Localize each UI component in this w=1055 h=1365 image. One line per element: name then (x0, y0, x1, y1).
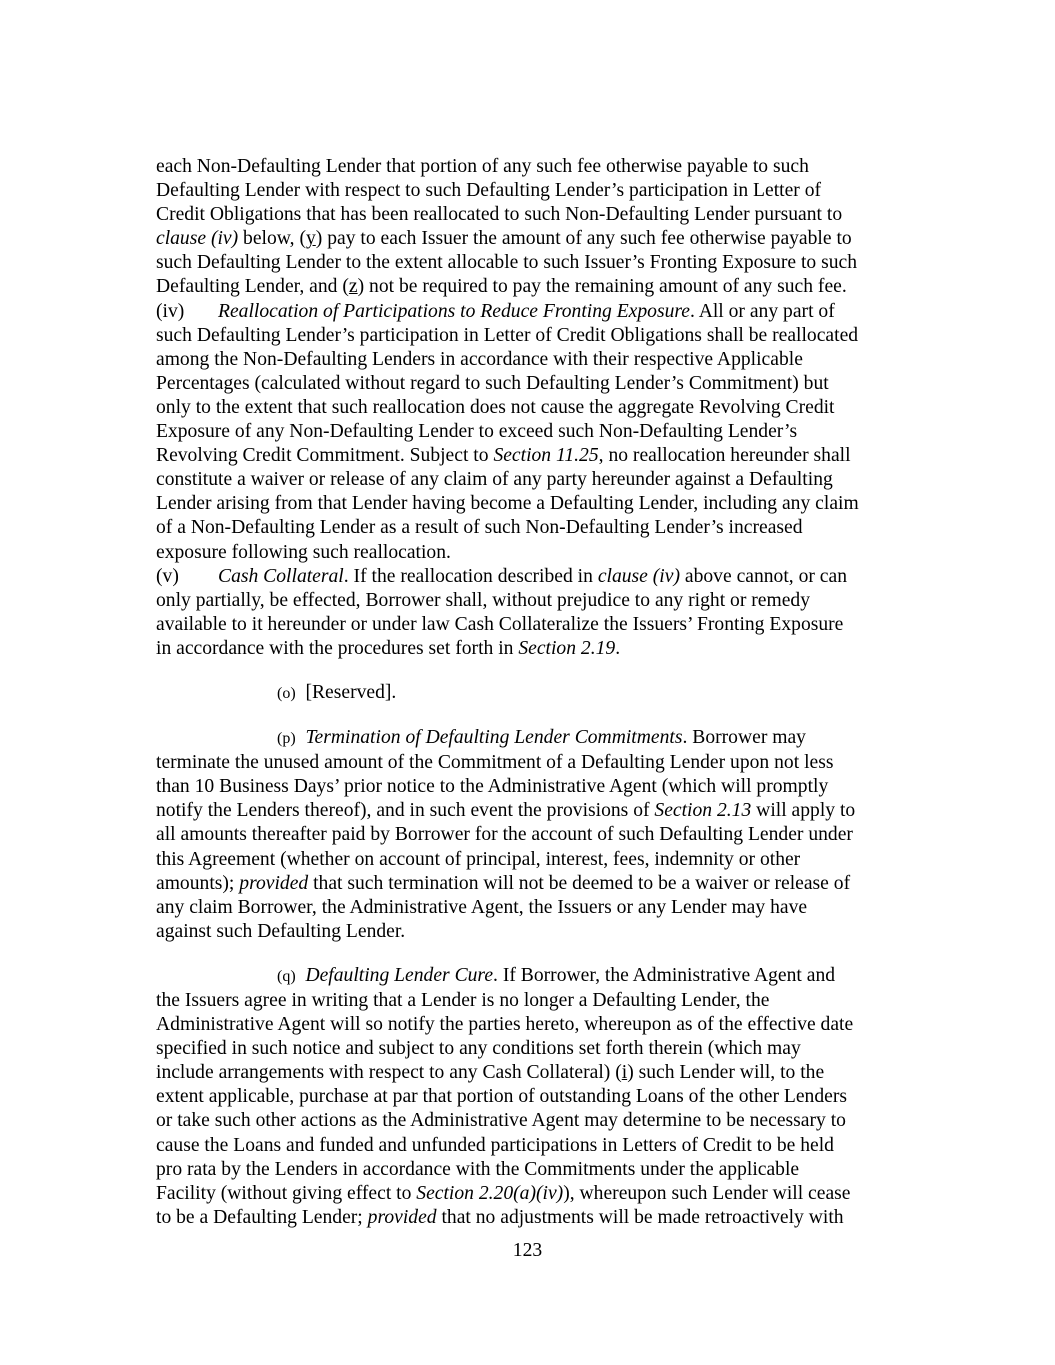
cross-reference: Section 2.20(a)(iv) (416, 1182, 564, 1204)
text-line: such Defaulting Lender to the extent allocable to such Issuer’s Fronting Exposure to such (156, 252, 858, 274)
text-line: among the Non-Defaulting Lenders in accordance with their respective Applicable (156, 348, 803, 370)
text-line: Defaulting Lender, and (z) not be required to pay the remaining amount of any such fee. (156, 276, 847, 298)
clause-marker: z (348, 276, 358, 298)
paragraph-gap (156, 706, 906, 726)
text-line: in accordance with the procedures set forth in Section 2.19. (156, 637, 621, 659)
text-line: amounts); provided that such termination will not be deemed to be a waiver or release of (156, 872, 851, 894)
text-line: (v) Cash Collateral. If the reallocation described in clause (iv) above cannot, or can (156, 565, 906, 589)
paragraph-v (156, 565, 906, 661)
paragraph-heading: Cash Collateral (218, 565, 344, 587)
text-line: available to it hereunder or under law Cash Collateralize the Issuers’ Fronting Exposure (156, 613, 844, 635)
text-line: Credit Obligations that has been reallocated to such Non-Defaulting Lender pursuant to (156, 204, 843, 226)
text-line: than 10 Business Days’ prior notice to the Administrative Agent (which will promptly (156, 776, 829, 798)
paragraph-label: (p) (277, 730, 296, 748)
text-line: against such Defaulting Lender. (156, 920, 406, 942)
text-line: Revolving Credit Commitment. Subject to Section 11.25, no reallocation hereunder shall (156, 445, 851, 467)
text-line: Exposure of any Non-Defaulting Lender to exceed such Non-Defaulting Lender’s (156, 421, 798, 443)
text-line: Lender arising from that Lender having become a Defaulting Lender, including any claim (156, 493, 859, 515)
paragraph-gap (156, 944, 906, 964)
text-line: any claim Borrower, the Administrative Agent, the Issuers or any Lender may have (156, 896, 808, 918)
text-line: Facility (without giving effect to Section 2.20(a)(iv)), whereupon such Lender will cease (156, 1182, 851, 1204)
text-line: (o) [Reserved]. (277, 681, 397, 703)
text-line: Administrative Agent will so notify the parties hereto, whereupon as of the effective date (156, 1014, 854, 1036)
paragraph-label: (o) (277, 684, 296, 702)
text-line: notify the Lenders thereof), and in such event the provisions of Section 2.13 will apply to (156, 800, 856, 822)
text-line: cause the Loans and funded and unfunded participations in Letters of Credit to be held (156, 1134, 834, 1156)
text-line: of a Non-Defaulting Lender as a result of such Non-Defaulting Lender’s increased (156, 517, 803, 539)
text-line: only partially, be effected, Borrower shall, without prejudice to any right or remedy (156, 589, 811, 611)
text-line: this Agreement (whether on account of principal, interest, fees, indemnity or other (156, 848, 801, 870)
text-line: all amounts thereafter paid by Borrower for the account of such Defaulting Lender under (156, 824, 853, 846)
text-line: terminate the unused amount of the Commitment of a Defaulting Lender upon not less (156, 752, 834, 774)
cross-reference: Section 2.19 (518, 637, 616, 659)
paragraph-q (156, 964, 906, 1230)
cross-reference: Section 2.13 (654, 800, 752, 822)
text-line: exposure following such reallocation. (156, 541, 451, 563)
text-line: the Issuers agree in writing that a Lender is no longer a Defaulting Lender, the (156, 990, 770, 1011)
text-line: Percentages (calculated without regard to such Defaulting Lender’s Commitment) but (156, 372, 829, 394)
text-line: to be a Defaulting Lender; provided that no adjustments will be made retroactively with (156, 1206, 844, 1228)
paragraph-iii-continuation (156, 155, 906, 300)
paragraph-label: (q) (277, 967, 296, 985)
text-line: pro rata by the Lenders in accordance with the Commitments under the applicable (156, 1158, 800, 1180)
clause-marker: y (306, 228, 316, 250)
text-line: only to the extent that such reallocation does not cause the aggregate Revolving Credit (156, 396, 835, 418)
page-number: 123 (512, 1240, 543, 1261)
text-line: (p) Termination of Defaulting Lender Commitments. Borrower may (277, 727, 806, 749)
text-line: include arrangements with respect to any Cash Collateral) (i) such Lender will, to the (156, 1062, 825, 1084)
text-line: Defaulting Lender with respect to such Defaulting Lender’s participation in Letter of (156, 180, 822, 202)
text-line: (q) Defaulting Lender Cure. If Borrower, the Administrative Agent and (277, 964, 836, 986)
cross-reference: Section 11.25 (493, 445, 599, 467)
document-body (156, 155, 906, 1230)
text-line: (iv) Reallocation of Participations to Reduce Fronting Exposure. All or any part of (156, 300, 906, 324)
text-line: each Non-Defaulting Lender that portion of any such fee otherwise payable to such (156, 156, 809, 177)
paragraph-p (156, 726, 906, 944)
cross-reference: clause (iv) (156, 228, 239, 250)
paragraph-label: (v) (156, 565, 179, 587)
paragraph-heading: Termination of Defaulting Lender Commitments (305, 727, 683, 749)
text-line: or take such other actions as the Administrative Agent may determine to be necessary to (156, 1110, 846, 1132)
paragraph-heading: Defaulting Lender Cure (305, 964, 494, 986)
cross-reference: clause (iv) (597, 565, 680, 587)
paragraph-heading: Reallocation of Participations to Reduce Fronting Exposure (218, 300, 690, 322)
text-line: such Defaulting Lender’s participation in Letter of Credit Obligations shall be reallocated (156, 324, 859, 346)
text-line: clause (iv) below, (y) pay to each Issuer the amount of any such fee otherwise payable to (156, 228, 852, 250)
paragraph-gap (156, 661, 906, 681)
paragraph-label: (iv) (156, 300, 185, 322)
text-line: extent applicable, purchase at par that portion of outstanding Loans of the other Lenders (156, 1086, 847, 1108)
paragraph-o (156, 681, 906, 706)
text-line: constitute a waiver or release of any claim of any party hereunder against a Defaulting (156, 469, 833, 491)
paragraph-iv (156, 300, 906, 565)
clause-marker: i (621, 1062, 628, 1084)
text-line: specified in such notice and subject to any conditions set forth therein (which may (156, 1038, 801, 1060)
emphasis: provided (239, 872, 309, 894)
emphasis: provided (367, 1206, 437, 1228)
